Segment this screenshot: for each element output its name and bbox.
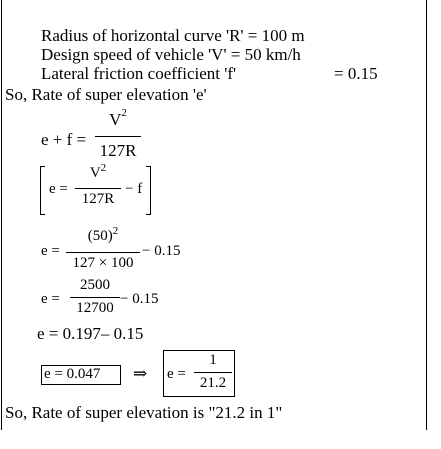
eq3-fraction-bar [66,252,140,253]
eq3-lhs: e = [41,243,60,259]
eq3-numerator: $(50)^2$ [87,225,119,244]
given-speed: Design speed of vehicle 'V' = 50 km/h [41,45,301,64]
result-fraction-bar [194,372,232,373]
eq2-bracket-right [146,166,151,215]
eq3-denominator: 127 × 100 [72,255,134,271]
result-lhs: e = [167,366,186,382]
result-boxed-value [41,365,121,385]
eq4-lhs: e = [41,291,60,307]
eq2-lhs: e = [49,181,68,197]
so-intro: So, Rate of super elevation 'e' [5,85,207,104]
eq3-rhs: − 0.15 [142,243,181,259]
given-friction-label: Lateral friction coefficient 'f' [41,64,237,83]
given-friction-value: = 0.15 [334,64,378,83]
left-border [1,0,2,430]
eq2-rhs: − f [125,181,143,197]
eq1-fraction-bar [95,136,141,137]
eq5: e = 0.197– 0.15 [37,324,144,343]
eq1-numerator: $V^2$ [109,107,127,129]
result-fraction [194,351,232,395]
eq4-fraction-bar [70,297,120,298]
eq4-denominator: 12700 [76,300,114,316]
result-boxed-text: e = 0.047 [44,366,101,382]
eq4-numerator: 2500 [80,277,110,293]
eq1-denominator: 127R [99,141,137,160]
eq2-numerator: $V^2$ [89,162,107,181]
eq2-bracket-left [40,166,45,215]
right-border [426,0,427,430]
given-radius: Radius of horizontal curve 'R' = 100 m [41,26,305,45]
result-fraction-box [163,350,235,397]
conclusion: So, Rate of super elevation is "21.2 in 1" [5,403,283,422]
result-denominator: 21.2 [199,375,227,391]
eq3-fraction [66,222,140,276]
eq1-lhs: e + f = [41,130,87,149]
implies-arrow-icon: ⇒ [133,364,148,383]
eq2-denominator: 127R [81,191,115,207]
eq4-fraction [70,275,120,319]
eq2-fraction-bar [75,188,121,189]
result-numerator: 1 [209,352,217,368]
eq4-rhs: − 0.15 [120,291,159,307]
eq2-fraction [75,164,121,214]
eq1-fraction [95,106,141,162]
